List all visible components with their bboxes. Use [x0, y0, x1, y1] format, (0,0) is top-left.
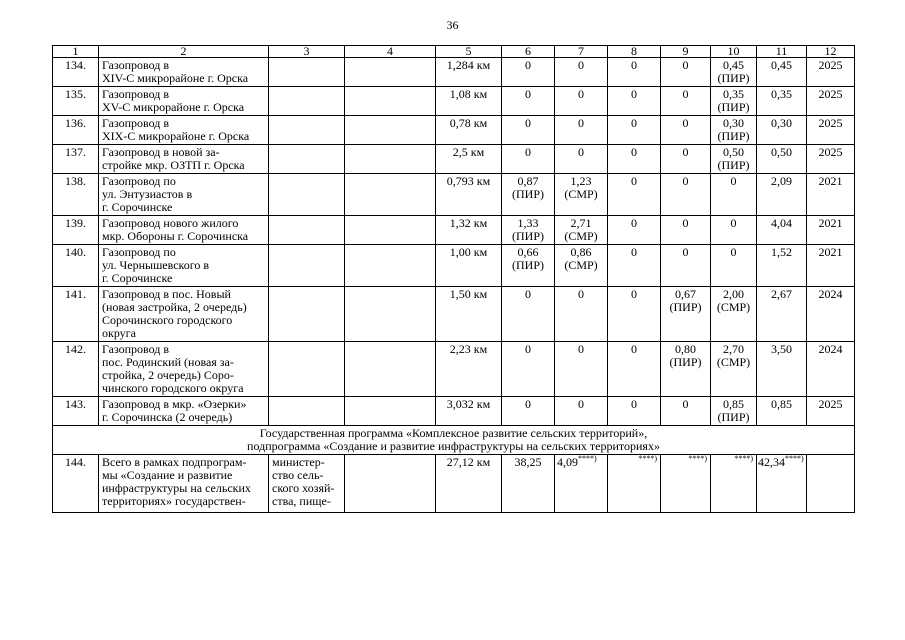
row-value: [555, 455, 608, 513]
row-value: [661, 455, 711, 513]
footnote-marker: ****): [785, 454, 804, 463]
row-length-line: 0,793 км: [446, 174, 491, 188]
row-value-line: (СМР): [716, 300, 751, 314]
row-year: [807, 58, 855, 87]
row-number: 139.: [53, 216, 99, 245]
column-number: 2: [99, 46, 269, 58]
row-value-line: 0,80: [675, 342, 696, 356]
table-row-total: [53, 455, 855, 513]
column-number: 3: [269, 46, 345, 58]
row-name-line: инфраструктуры на сельских: [102, 481, 251, 495]
row-value: [608, 342, 661, 397]
row-value-line: 0: [525, 116, 531, 130]
footnote-marker: ****): [578, 454, 597, 463]
row-number: 135.: [53, 87, 99, 116]
row-responsible: [269, 245, 345, 287]
table-row: [53, 287, 855, 342]
row-name: [99, 216, 269, 245]
row-value-line: 0: [578, 87, 584, 101]
row-name-line: (новая застройка, 2 очередь): [102, 300, 247, 314]
table-row: [53, 58, 855, 87]
row-value: [608, 216, 661, 245]
row-name-line: г. Сорочинске: [102, 200, 173, 214]
row-value-line: 0: [730, 245, 737, 259]
row-length-line: 1,32 км: [449, 216, 488, 230]
row-value-line: (ПИР): [717, 129, 750, 143]
row-length-line: 2,5 км: [452, 145, 485, 159]
row-number: 142.: [53, 342, 99, 397]
row-value: [555, 58, 608, 87]
row-value-line: (СМР): [564, 258, 598, 272]
row-value: [502, 287, 555, 342]
row-total-line: 0,50: [771, 145, 792, 159]
table-row: [53, 216, 855, 245]
row-length-line: 1,284 км: [446, 58, 491, 72]
row-value: [555, 216, 608, 245]
row-total-line: 0,85: [771, 397, 792, 411]
row-total: [757, 287, 807, 342]
row-length: [436, 245, 502, 287]
row-value: [555, 87, 608, 116]
row-year: [807, 245, 855, 287]
row-value-line: 0: [631, 58, 637, 72]
row-value: [661, 87, 711, 116]
row-responsible: [269, 342, 345, 397]
row-name-line: Газопровод в мкр. «Озерки»: [102, 397, 247, 411]
row-year-line: 2025: [818, 87, 843, 101]
row-value: [608, 116, 661, 145]
row-value-line: 0,66: [517, 245, 539, 259]
row-value: [502, 58, 555, 87]
row-cell: [345, 87, 436, 116]
row-name: [99, 287, 269, 342]
row-year: [807, 87, 855, 116]
row-value: [711, 174, 757, 216]
row-value-line: (ПИР): [512, 258, 544, 272]
row-value-line: 0,50: [723, 145, 744, 159]
row-value: [661, 216, 711, 245]
column-number: 4: [345, 46, 436, 58]
row-value-line: 0: [525, 87, 531, 101]
row-year: [807, 287, 855, 342]
row-value-line: (ПИР): [512, 229, 544, 243]
row-name-line: Сорочинского городского: [102, 313, 233, 327]
row-number: 137.: [53, 145, 99, 174]
row-name: [99, 342, 269, 397]
row-value-line: 0,85: [723, 397, 744, 411]
row-value-line: (ПИР): [512, 187, 544, 201]
row-length: [436, 174, 502, 216]
row-value-line: 0: [682, 87, 689, 101]
row-value-line: 0: [730, 174, 737, 188]
row-value-line: 0: [631, 245, 637, 259]
row-length: [436, 397, 502, 426]
row-name-line: стройка, 2 очередь) Соро-: [102, 368, 234, 382]
row-value-line: 0: [578, 342, 584, 356]
row-cell: [345, 342, 436, 397]
row-year: [807, 145, 855, 174]
row-name-line: Всего в рамках подпрограм-: [102, 455, 247, 469]
row-cell: [345, 174, 436, 216]
row-value: [661, 245, 711, 287]
column-number: 12: [807, 46, 855, 58]
row-year-line: 2024: [818, 342, 843, 356]
column-number: 8: [608, 46, 661, 58]
row-name-line: г. Сорочинска (2 очередь): [102, 410, 233, 424]
row-total-line: 1,52: [771, 245, 792, 259]
page-number: 36: [446, 18, 459, 32]
row-name-line: XV-C микрорайоне г. Орска: [102, 100, 245, 114]
table-row: [53, 174, 855, 216]
row-value: [502, 145, 555, 174]
row-name: [99, 116, 269, 145]
row-cell: [345, 287, 436, 342]
row-year: [807, 342, 855, 397]
row-value-line: 0: [682, 145, 689, 159]
row-name-line: Газопровод в: [102, 342, 170, 356]
row-value: [502, 174, 555, 216]
row-responsible-line: ства, пище-: [272, 494, 331, 508]
row-value: [711, 58, 757, 87]
row-value-line: 0: [631, 145, 637, 159]
row-length-line: 0,78 км: [449, 116, 488, 130]
row-cell: [345, 116, 436, 145]
row-name: [99, 174, 269, 216]
row-value: [608, 455, 661, 513]
row-year-line: 2024: [818, 287, 843, 301]
row-value: [555, 287, 608, 342]
row-value: [608, 245, 661, 287]
row-responsible-line: ского хозяй-: [272, 481, 335, 495]
row-value: [711, 87, 757, 116]
row-year: [807, 216, 855, 245]
row-name: [99, 245, 269, 287]
row-value: [608, 174, 661, 216]
row-value-line: 0: [631, 287, 637, 301]
row-value: [661, 342, 711, 397]
row-value: [502, 397, 555, 426]
data-table: [52, 45, 855, 513]
row-value-line: 0: [682, 174, 689, 188]
row-length-line: 1,00 км: [449, 245, 488, 259]
section-header-row: [53, 426, 855, 455]
row-year-line: 2025: [818, 145, 843, 159]
row-value-line: 0: [525, 145, 531, 159]
row-value-line: (ПИР): [717, 71, 750, 85]
row-value-line: 0: [730, 216, 737, 230]
row-total: [757, 216, 807, 245]
row-name-line: XIV-C микрорайоне г. Орска: [102, 71, 249, 85]
row-value-line: 2,00: [723, 287, 744, 301]
row-name: [99, 397, 269, 426]
row-value-line: 0: [525, 58, 531, 72]
row-responsible: [269, 216, 345, 245]
table-row: [53, 397, 855, 426]
row-cell: [345, 216, 436, 245]
row-year-line: 2025: [818, 397, 843, 411]
column-number: 6: [502, 46, 555, 58]
row-cell-empty: [807, 455, 855, 513]
row-value-line: 0: [631, 342, 637, 356]
row-length: 27,12 км: [436, 455, 502, 513]
row-value: [608, 287, 661, 342]
row-value: [502, 116, 555, 145]
row-responsible: [269, 174, 345, 216]
column-number: 11: [757, 46, 807, 58]
column-number: 7: [555, 46, 608, 58]
row-responsible: [269, 58, 345, 87]
row-name-line: Газопровод по: [102, 245, 176, 259]
row-length: [436, 342, 502, 397]
row-year: [807, 397, 855, 426]
row-value-number: 4,09: [557, 455, 578, 469]
row-value: [711, 216, 757, 245]
row-name-line: округа: [102, 326, 136, 340]
row-value-line: 0: [682, 397, 689, 411]
row-name-line: Газопровод нового жилого: [102, 216, 239, 230]
row-total: [757, 87, 807, 116]
footnote-marker: ****): [688, 454, 707, 463]
table-row: [53, 145, 855, 174]
table-row: [53, 342, 855, 397]
row-name-line: Газопровод в: [102, 87, 170, 101]
row-value-line: 0: [682, 58, 689, 72]
row-length: [436, 87, 502, 116]
table-row: [53, 245, 855, 287]
row-value-line: 0: [682, 216, 689, 230]
row-total-line: 2,67: [771, 287, 792, 301]
row-value: [661, 58, 711, 87]
row-value-number: 42,34: [758, 455, 785, 469]
row-length-line: 1,08 км: [449, 87, 488, 101]
row-length: [436, 145, 502, 174]
section-header-line: подпрограмма «Создание и развитие инфраструктуры на сельских территориях»: [247, 439, 660, 453]
row-value-line: 0,86: [570, 245, 592, 259]
row-value: [661, 145, 711, 174]
row-name-line: пос. Родинский (новая за-: [102, 355, 234, 369]
row-value-line: 0: [525, 397, 531, 411]
row-value: [502, 87, 555, 116]
row-total: [757, 174, 807, 216]
row-name-line: XIX-C микрорайоне г. Орска: [102, 129, 250, 143]
row-value-line: 0,87: [517, 174, 539, 188]
row-name-line: ул. Чернышевского в: [102, 258, 210, 272]
row-responsible-line: ство сель-: [272, 468, 324, 482]
row-value-line: 0: [631, 174, 637, 188]
row-name-line: мы «Создание и развитие: [102, 468, 233, 482]
row-value: [661, 116, 711, 145]
row-cell-empty: [345, 455, 436, 513]
row-value-line: (СМР): [564, 229, 598, 243]
row-value-line: 0: [631, 397, 637, 411]
row-value: [711, 145, 757, 174]
row-value: [608, 87, 661, 116]
row-year-line: 2025: [818, 58, 843, 72]
table-rows: [53, 58, 855, 426]
row-value-line: 0: [631, 87, 637, 101]
row-value: [661, 174, 711, 216]
row-value-line: 1,23: [570, 174, 592, 188]
row-value: [711, 342, 757, 397]
row-number: 136.: [53, 116, 99, 145]
row-length: [436, 58, 502, 87]
row-value-line: (ПИР): [669, 300, 702, 314]
row-responsible: [269, 397, 345, 426]
row-total: [757, 58, 807, 87]
row-value: 38,25: [502, 455, 555, 513]
row-value-line: 1,33: [517, 216, 539, 230]
row-total: [757, 116, 807, 145]
row-value-line: (ПИР): [717, 410, 750, 424]
row-value-line: 0,35: [723, 87, 744, 101]
column-number: 1: [53, 46, 99, 58]
row-value: [555, 145, 608, 174]
row-length-line: 1,50 км: [449, 287, 488, 301]
row-total: [757, 245, 807, 287]
row-name-line: территориях» государствен-: [102, 494, 246, 508]
row-value-line: 0: [631, 216, 637, 230]
row-name-line: Газопровод в: [102, 58, 170, 72]
row-total-line: 0,45: [771, 58, 792, 72]
row-value: [555, 245, 608, 287]
row-total: [757, 342, 807, 397]
row-responsible-line: министер-: [272, 455, 325, 469]
row-value: [711, 455, 757, 513]
row-value: [608, 397, 661, 426]
row-number: 143.: [53, 397, 99, 426]
table-row: [53, 116, 855, 145]
row-number: 141.: [53, 287, 99, 342]
row-number: 140.: [53, 245, 99, 287]
row-value: [711, 287, 757, 342]
row-value-line: (ПИР): [669, 355, 702, 369]
row-value-line: 0: [682, 245, 689, 259]
row-responsible: [269, 145, 345, 174]
row-total: [757, 145, 807, 174]
row-year-line: 2021: [818, 174, 843, 188]
row-value: [711, 397, 757, 426]
row-value-line: (СМР): [564, 187, 598, 201]
row-value-line: 0,30: [723, 116, 744, 130]
row-cell: [345, 397, 436, 426]
row-value-line: 0: [525, 287, 531, 301]
row-length: [436, 287, 502, 342]
row-name-line: чинского городского округа: [102, 381, 244, 395]
row-value-line: 0,45: [723, 58, 744, 72]
column-number: 5: [436, 46, 502, 58]
row-value-line: 0: [578, 116, 584, 130]
row-year-line: 2021: [818, 216, 843, 230]
row-value: [711, 116, 757, 145]
row-name: [99, 145, 269, 174]
row-name-line: стройке мкр. ОЗТП г. Орска: [102, 158, 245, 172]
row-length-line: 2,23 км: [449, 342, 488, 356]
row-value-line: (ПИР): [717, 158, 750, 172]
column-number-row: [53, 46, 855, 58]
row-year-line: 2025: [818, 116, 843, 130]
row-value: [608, 58, 661, 87]
row-total-line: 4,04: [771, 216, 792, 230]
table-row: [53, 87, 855, 116]
row-responsible: [269, 116, 345, 145]
row-value: [661, 397, 711, 426]
row-year: [807, 116, 855, 145]
row-number: 134.: [53, 58, 99, 87]
section-header-line: Государственная программа «Комплексное развитие сельских территорий»,: [259, 426, 648, 440]
row-name: [99, 87, 269, 116]
row-name-line: ул. Энтузиастов в: [102, 187, 193, 201]
row-value: [661, 287, 711, 342]
row-year-line: 2021: [818, 245, 843, 259]
row-name: [99, 455, 269, 513]
row-value-line: (ПИР): [717, 100, 750, 114]
row-value: [757, 455, 807, 513]
footnote-marker: ****): [734, 454, 753, 463]
row-total-line: 3,50: [771, 342, 792, 356]
row-length: [436, 116, 502, 145]
row-responsible: [269, 287, 345, 342]
row-cell: [345, 245, 436, 287]
footnote-marker: ****): [638, 454, 657, 463]
row-value-line: 0: [578, 145, 584, 159]
row-name: [99, 58, 269, 87]
row-value: [555, 342, 608, 397]
column-number: 10: [711, 46, 757, 58]
row-total-line: 0,35: [771, 87, 792, 101]
row-value-line: 0: [578, 58, 584, 72]
row-value: [502, 342, 555, 397]
row-value-line: 2,71: [570, 216, 592, 230]
row-value: [555, 174, 608, 216]
row-length-line: 3,032 км: [446, 397, 491, 411]
row-name-line: мкр. Обороны г. Сорочинска: [102, 229, 249, 243]
row-number: 144.: [53, 455, 99, 513]
row-value-line: 0: [578, 287, 584, 301]
row-value: [711, 245, 757, 287]
row-value: [608, 145, 661, 174]
row-total: [757, 397, 807, 426]
row-name-line: Газопровод в пос. Новый: [102, 287, 231, 301]
row-cell: [345, 145, 436, 174]
row-value: [502, 216, 555, 245]
row-value: [502, 245, 555, 287]
row-value-line: 0: [578, 397, 584, 411]
row-year: [807, 174, 855, 216]
row-value-line: 2,70: [723, 342, 744, 356]
row-value-line: 0,67: [675, 287, 696, 301]
row-responsible: [269, 455, 345, 513]
row-value: [555, 116, 608, 145]
row-name-line: г. Сорочинске: [102, 271, 173, 285]
column-number: 9: [661, 46, 711, 58]
row-responsible: [269, 87, 345, 116]
row-value-line: 0: [682, 116, 689, 130]
row-value-line: (СМР): [716, 355, 751, 369]
row-name-line: Газопровод в новой за-: [102, 145, 220, 159]
row-name-line: Газопровод в: [102, 116, 170, 130]
row-name-line: Газопровод по: [102, 174, 176, 188]
row-value-line: 0: [525, 342, 531, 356]
row-length: [436, 216, 502, 245]
row-total-line: 2,09: [771, 174, 792, 188]
row-number: 138.: [53, 174, 99, 216]
row-cell: [345, 58, 436, 87]
row-total-line: 0,30: [771, 116, 792, 130]
row-value: [555, 397, 608, 426]
section-header: [53, 426, 855, 455]
row-value-line: 0: [631, 116, 637, 130]
